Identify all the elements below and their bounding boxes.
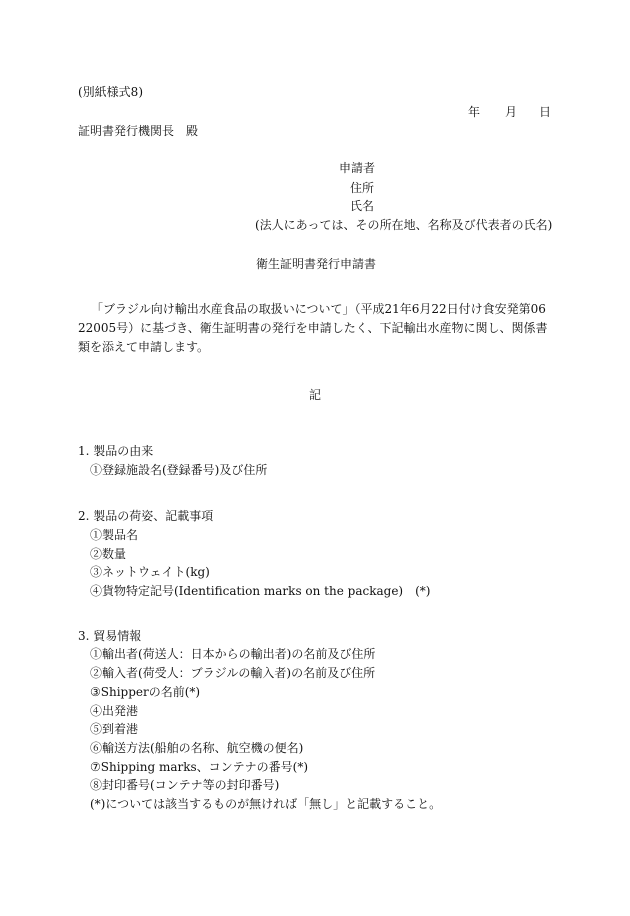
ki-heading: 記 <box>309 388 322 402</box>
date-day: 日 <box>539 105 552 119</box>
section-2-heading: 2. 製品の荷姿、記載事項 <box>78 509 214 523</box>
section-3-item: ③Shipperの名前(*) <box>90 685 201 699</box>
applicant-note: (法人にあっては、その所在地、名称及び代表者の氏名) <box>255 218 553 232</box>
section-2-item: ①製品名 <box>90 528 139 542</box>
section-3-note: (*)については該当するものが無ければ「無し」と記載すること。 <box>90 797 442 811</box>
section-3-item: ①輸出者(荷送人：日本からの輸出者)の名前及び住所 <box>90 647 376 661</box>
section-3-item: ⑥輸送方法(船舶の名称、航空機の便名) <box>90 741 304 755</box>
section-2-item: ④貨物特定記号(Identification marks on the package) (*) <box>90 584 431 598</box>
section-2-item: ③ネットウェイト(kg) <box>90 565 210 579</box>
form-label: (別紙様式8) <box>78 85 143 99</box>
body-paragraph <box>78 300 552 357</box>
section-2-item: ②数量 <box>90 547 127 561</box>
section-3-item: ⑧封印番号(コンテナ等の封印番号) <box>90 778 280 792</box>
addressee: 証明書発行機関長 殿 <box>78 124 199 138</box>
applicant-address-label: 住所 <box>350 181 375 195</box>
section-3-item: ②輸入者(荷受人：ブラジルの輸入者)の名前及び住所 <box>90 666 376 680</box>
applicant-name-label: 氏名 <box>350 199 375 213</box>
document-title: 衛生証明書発行申請書 <box>256 257 377 271</box>
body-text: 「ブラジル向け輸出水産食品の取扱いについて」（平成21年6月22日付け食安発第0622005号）に基づき、衛生証明書の発行を申請したく、下記輸出水産物に関し、関係書類を添えて申請します。 <box>78 302 548 354</box>
applicant-label: 申請者 <box>339 161 376 175</box>
section-3-item: ⑤到着港 <box>90 722 139 736</box>
section-1-item: ①登録施設名(登録番号)及び住所 <box>90 463 268 477</box>
section-3-item: ⑦Shipping marks、コンテナの番号(*) <box>90 760 309 774</box>
section-3-heading: 3. 貿易情報 <box>78 629 142 643</box>
section-3-item: ④出発港 <box>90 704 139 718</box>
date-year: 年 <box>468 105 481 119</box>
date-month: 月 <box>505 105 518 119</box>
section-1-heading: 1. 製品の由来 <box>78 444 154 458</box>
